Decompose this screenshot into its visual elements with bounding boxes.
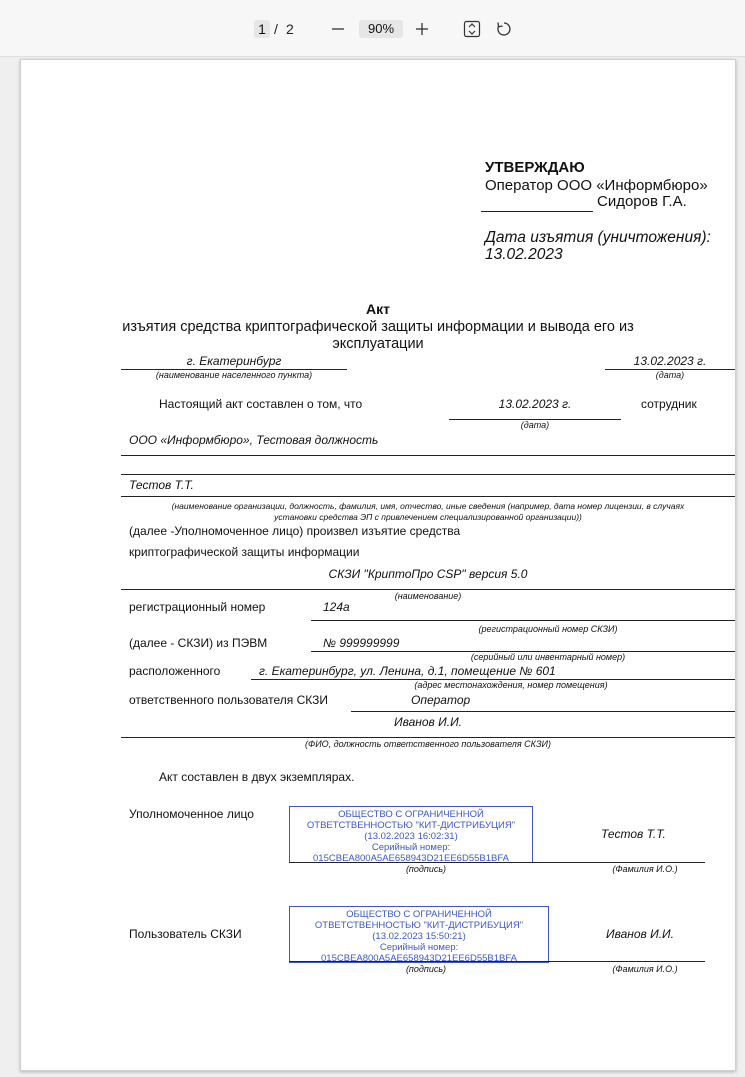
org-caption-line2: установки средства ЭП с привлечением специализированной организации)) [274, 512, 582, 522]
stamp2-line4: Серийный номер: [379, 942, 459, 953]
digital-signature-stamp-2 [289, 906, 549, 963]
sign2-caption: (подпись) [405, 964, 447, 974]
zoom-in-icon[interactable] [415, 22, 429, 36]
document-page [20, 59, 736, 1071]
seizure-date-value: 13.02.2023 [485, 246, 563, 263]
location-label: расположенного [129, 664, 221, 678]
digital-signature-stamp-1 [289, 806, 533, 863]
sign1-name-caption: (Фамилия И.О.) [612, 864, 678, 874]
crypto-text: криптографической защиты информации [129, 545, 360, 559]
page-number-input[interactable] [254, 20, 270, 38]
user-sign-name: Иванов И.И. [606, 927, 674, 941]
org-line1-rule [121, 455, 735, 456]
reg-number-caption: (регистрационный номер СКЗИ) [478, 624, 618, 634]
skzi-name-caption: (наименование) [394, 591, 462, 601]
copies-text: Акт составлен в двух экземплярах. [159, 770, 355, 784]
user-sign-label: Пользователь СКЗИ [129, 927, 242, 941]
act-subtitle-line2: эксплуатации [332, 336, 424, 352]
zoom-value: 90% [367, 21, 395, 36]
user-name-line [121, 737, 735, 738]
skzi-name-line [121, 589, 735, 590]
authorized-sign-name: Тестов Т.Т. [601, 827, 666, 841]
fit-page-icon[interactable] [463, 20, 481, 38]
stamp1-line4: Серийный номер: [371, 842, 451, 853]
org-blank-rule [121, 474, 735, 475]
approve-title: УТВЕРЖДАЮ [485, 159, 585, 176]
sign1-caption: (подпись) [405, 864, 447, 874]
current-page: 1 [258, 21, 266, 37]
employee-label: сотрудник [641, 397, 697, 411]
org-line2-rule [121, 496, 735, 497]
zoom-level[interactable] [359, 20, 403, 38]
reg-number-value: 124а [323, 600, 350, 614]
stamp1-line2: ОТВЕТСТВЕННОСТЬЮ "КИТ-ДИСТРИБУЦИЯ" [306, 820, 516, 831]
stamp1-line1: ОБЩЕСТВО С ОГРАНИЧЕННОЙ [338, 809, 484, 820]
pdf-toolbar [0, 0, 745, 57]
org-line2: Тестов Т.Т. [129, 478, 194, 492]
total-pages: 2 [286, 21, 294, 37]
sign2-line [289, 961, 705, 962]
user-role-line [351, 711, 735, 712]
stamp2-line3: (13.02.2023 15:50:21) [372, 931, 466, 942]
seizure-date-label: Дата изъятия (уничтожения): [485, 229, 711, 246]
authorized-sign-label: Уполномоченное лицо [129, 807, 254, 821]
stamp2-line1: ОБЩЕСТВО С ОГРАНИЧЕННОЙ [346, 909, 492, 920]
rotate-icon[interactable] [495, 20, 513, 38]
skzi-name-value: СКЗИ "КриптоПро CSP" версия 5.0 [328, 567, 528, 581]
place-date-caption: (дата) [655, 370, 685, 380]
stamp2-line5: 015CBEA800A5AE658943D21EE6D55B1BFA [321, 953, 517, 964]
user-role: Оператор [411, 693, 471, 707]
page-separator: / [274, 21, 278, 37]
stamp1-line3: (13.02.2023 16:02:31) [364, 831, 458, 842]
pc-value: № 999999999 [323, 636, 400, 650]
user-caption: (ФИО, должность ответственного пользователя СКЗИ) [305, 739, 551, 749]
pc-caption: (серийный или инвентарный номер) [470, 652, 626, 662]
location-value: г. Екатеринбург, ул. Ленина, д.1, помещение № 601 [259, 664, 556, 678]
user-name: Иванов И.И. [394, 715, 462, 729]
reg-number-line [311, 620, 735, 621]
org-caption-line1: (наименование организации, должность, фамилия, имя, отчество, иные сведения (например, дата номер лицензии, в случаях [171, 501, 685, 511]
reg-number-label: регистрационный номер [129, 600, 266, 614]
authorized-text: (далее -Уполномоченное лицо) произвел изъятие средства [129, 524, 461, 538]
org-line1: ООО «Информбюро», Тестовая должность [129, 433, 379, 447]
user-label: ответственного пользователя СКЗИ [129, 693, 328, 707]
approve-sign-line [481, 211, 593, 212]
approve-operator: Оператор ООО «Информбюро» [485, 177, 708, 194]
sign1-line [289, 862, 705, 863]
act-title: Акт [366, 301, 390, 317]
city-caption: (наименование населенного пункта) [155, 370, 313, 380]
intro-date-value: 13.02.2023 г. [498, 397, 572, 411]
act-subtitle-line1: изъятия средства криптографической защиты информации и вывода его из [122, 319, 634, 335]
pc-label: (далее - СКЗИ) из ПЭВМ [129, 636, 268, 650]
intro-date-caption: (дата) [520, 420, 550, 430]
stamp1-line5: 015CBEA800A5AE658943D21EE6D55B1BFA [313, 853, 509, 864]
stamp2-line2: ОТВЕТСТВЕННОСТЬЮ "КИТ-ДИСТРИБУЦИЯ" [314, 920, 524, 931]
city-value: г. Екатеринбург [186, 354, 282, 368]
sign2-name-caption: (Фамилия И.О.) [612, 964, 678, 974]
place-date-value: 13.02.2023 г. [633, 354, 707, 368]
location-caption: (адрес местонахождения, номер помещения) [414, 680, 608, 690]
intro-text: Настоящий акт составлен о том, что [159, 397, 363, 411]
zoom-out-icon[interactable] [331, 22, 345, 36]
approve-signer: Сидоров Г.А. [597, 193, 687, 210]
